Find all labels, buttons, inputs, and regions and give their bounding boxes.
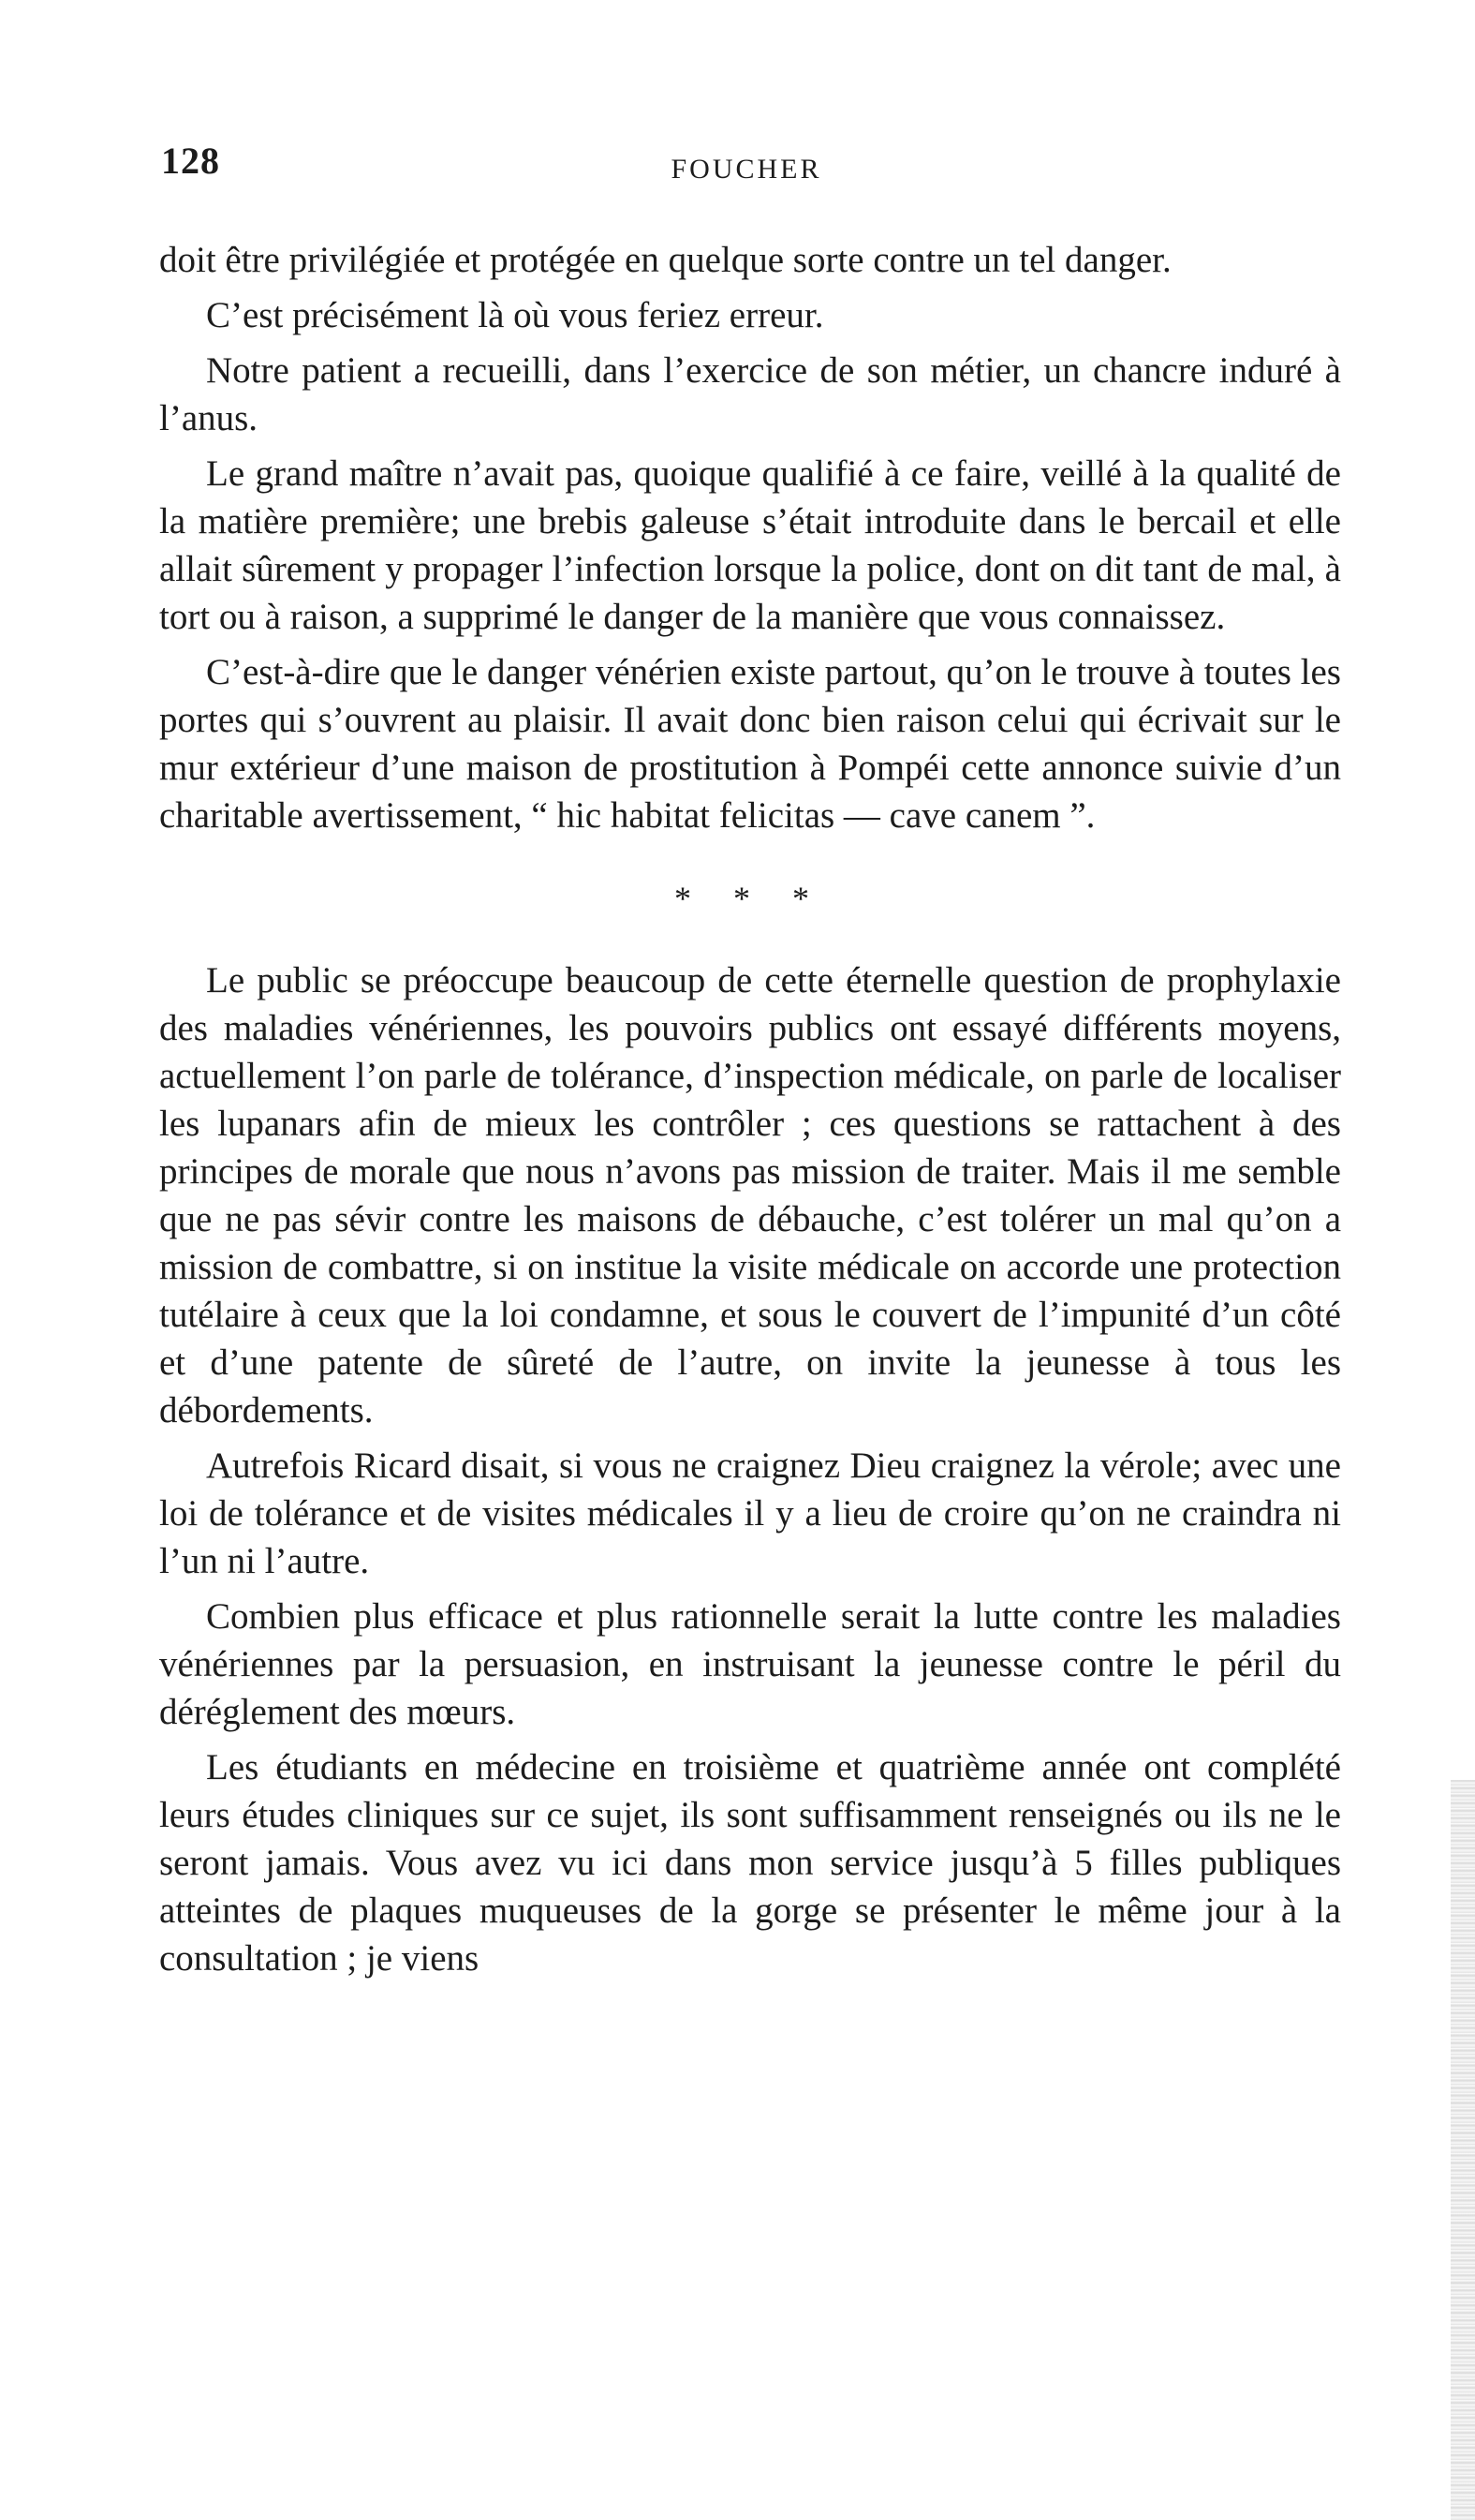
running-head: FOUCHER	[671, 154, 822, 185]
paragraph: Combien plus efficace et plus rationnelle serait la lutte contre les maladies vénériennes par la persuasion, en instruisant la jeunesse contre le péril du déréglement des mœurs.	[159, 1596, 1341, 1732]
paragraph: C’est précisément là où vous feriez erreur.	[206, 295, 824, 335]
paragraph: Notre patient a recueilli, dans l’exercice de son métier, un chancre induré à l’anus.	[159, 350, 1341, 438]
scan-edge-shadow	[1451, 1780, 1475, 2520]
paragraph: C’est-à-dire que le danger vénérien existe partout, qu’on le trouve à toutes les portes qui s’ouvrent au plaisir. Il avait donc bien raison celui qui écrivait sur le mur extérieur d’une maison de prostitution à Pompéi cette annonce suivie d’un charitable avertissement, “ hic habitat felicitas — cave canem ”.	[159, 652, 1341, 836]
paragraph: Le grand maître n’avait pas, quoique qualifié à ce faire, veillé à la qualité de la matière première; une brebis galeuse s’était introduite dans le bercail et elle allait sûrement y propager l’infection lorsque la police, dont on dit tant de mal, à tort ou à raison, a supprimé le danger de la manière que vous connaissez.	[159, 453, 1341, 637]
page-number: 128	[161, 140, 220, 182]
paragraph: Le public se préoccupe beaucoup de cette éternelle question de prophylaxie des maladies vénériennes, les pouvoirs publics ont essayé différents moyens, actuellement l’on parle de tolérance, d’inspection médicale, on parle de localiser les lupanars afin de mieux les contrôler ; ces questions se rattachent à des principes de morale que nous n’avons pas mission de traiter. Mais il me semble que ne pas sévir contre les maisons de débauche, c’est tolérer un mal qu’on a mission de combattre, si on institue la visite médicale on accorde une protection tutélaire à ceux que la loi condamne, et sous le couvert de l’impunité d’un côté et d’une patente de sûreté de l’autre, on invite la jeunesse à tous les débordements.	[159, 960, 1341, 1430]
paragraph-continued: doit être privilégiée et protégée en quelque sorte contre un tel danger.	[159, 240, 1172, 280]
section-separator: * * *	[674, 880, 826, 917]
paragraph: Les étudiants en médecine en troisième et quatrième année ont complété leurs études cliniques sur ce sujet, ils sont suffisamment renseignés ou ils ne le seront jamais. Vous avez vu ici dans mon service jusqu’à 5 filles publiques atteintes de plaques muqueuses de la gorge se présenter le même jour à la consultation ; je viens	[159, 1747, 1341, 1979]
paragraph: Autrefois Ricard disait, si vous ne craignez Dieu craignez la vérole; avec une loi de tolérance et de visites médicales il y a lieu de croire qu’on ne craindra ni l’un ni l’autre.	[159, 1445, 1341, 1581]
body-text	[159, 236, 1341, 1982]
page-header	[161, 139, 1332, 185]
